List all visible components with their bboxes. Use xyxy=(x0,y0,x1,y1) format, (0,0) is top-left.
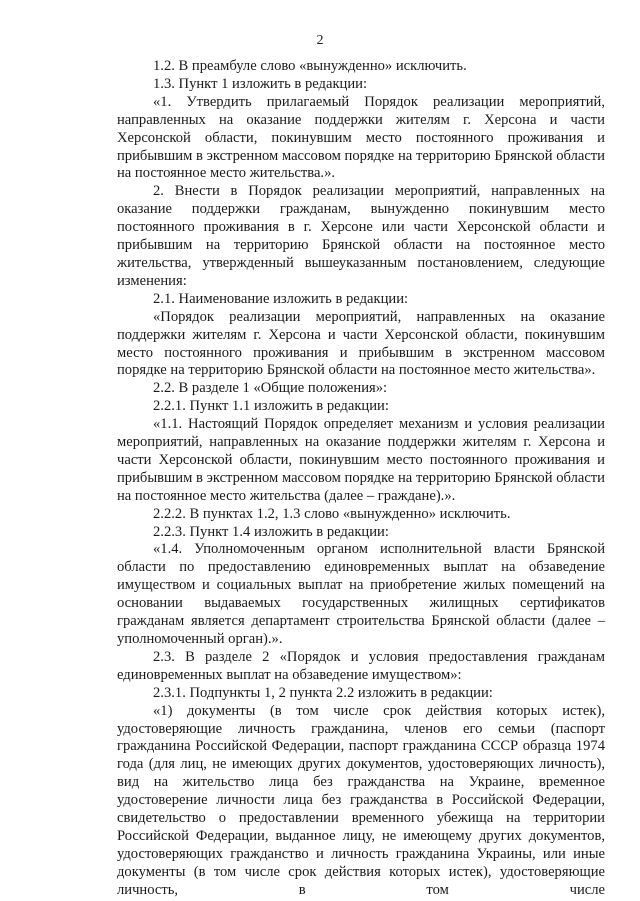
paragraph-2-1: 2.1. Наименование изложить в редакции: xyxy=(153,290,409,307)
paragraph-2-3-1-quote: «1) документы (в том числе срок действия которых истек), удостоверяющие личность гражданина, членов его семьи (паспорт гражданина Российской Федерации, паспорт гражданина СССР образца 1974 года (для лиц, не имеющих других документов, удостоверяющих личность), вид на жительство лица без гражданства на Украине, временное удостоверение личности лица без гражданства в Российской Федерации, свидетельство о предоставлении временного убежища на территории Российской Федерации, выданное лицу, не имеющему других документов, удостоверяющих гражданство и личность гражданина Украины, или иные документы (в том числе срок действия которых истек), удостоверяющие личность, в том числе xyxy=(117,702,605,898)
paragraph-2-1-quote: «Порядок реализации мероприятий, направленных на оказание поддержки жителям г. Херсона и части Херсонской области, покинувшим место постоянного проживания и прибывшим в экстренном массовом порядке на территорию Брянской области на постоянное место жительства». xyxy=(117,308,605,379)
paragraph-1-2: 1.2. В преамбуле слово «вынужденно» исключить. xyxy=(153,58,467,74)
paragraph-2-2-1: 2.2.1. Пункт 1.1 изложить в редакции: xyxy=(153,398,389,415)
paragraph-1-3-quote: «1. Утвердить прилагаемый Порядок реализации мероприятий, направленных на оказание поддержки жителям г. Херсона и части Херсонской области, покинувшим место постоянного проживания и прибывшим в экстренном массовом порядке на территорию Брянской области на постоянное место жительства.». xyxy=(117,93,605,182)
paragraph-2-2-3: 2.2.3. Пункт 1.4 изложить в редакции: xyxy=(153,523,389,540)
paragraph-2-3: 2.3. В разделе 2 «Порядок и условия предоставления гражданам единовременных выплат на обзаведение имуществом»: xyxy=(117,648,605,683)
paragraph-2-2-3-quote: «1.4. Уполномоченным органом исполнительной власти Брянской области по предоставлению единовременных выплат на обзаведение имуществом и социальных выплат на приобретение жилых помещений на основании выдаваемых государственных жилищных сертификатов гражданам является департамент строительства Брянской области (далее – уполномоченный орган).». xyxy=(117,541,605,647)
paragraph-2-3-1: 2.3.1. Подпункты 1, 2 пункта 2.2 изложить в редакции: xyxy=(153,684,493,701)
paragraph-2-2-1-quote: «1.1. Настоящий Порядок определяет механизм и условия реализации мероприятий, направленных на оказание поддержки жителям г. Херсона и части Херсонской области, покинувшим место постоянного проживания и прибывшим в экстренном массовом порядке на территорию Брянской области на постоянное место жительства (далее – граждане).». xyxy=(117,416,605,504)
paragraph-2: 2. Внести в Порядок реализации мероприятий, направленных на оказание поддержки гражданам, вынужденно покинувшим место постоянного проживания в г. Херсоне или части Херсонской области и прибывшим на территорию Брянской области на постоянное место жительства, утвержденный вышеуказанным постановлением, следующие изменения: xyxy=(117,183,605,289)
paragraph-2-2: 2.2. В разделе 1 «Общие положения»: xyxy=(153,380,388,397)
document-body xyxy=(117,58,605,900)
page-number: 2 xyxy=(316,33,324,48)
paragraph-1-3: 1.3. Пункт 1 изложить в редакции: xyxy=(153,75,368,92)
paragraph-2-2-2: 2.2.2. В пунктах 1.2, 1.3 слово «вынужденно» исключить. xyxy=(153,505,511,522)
